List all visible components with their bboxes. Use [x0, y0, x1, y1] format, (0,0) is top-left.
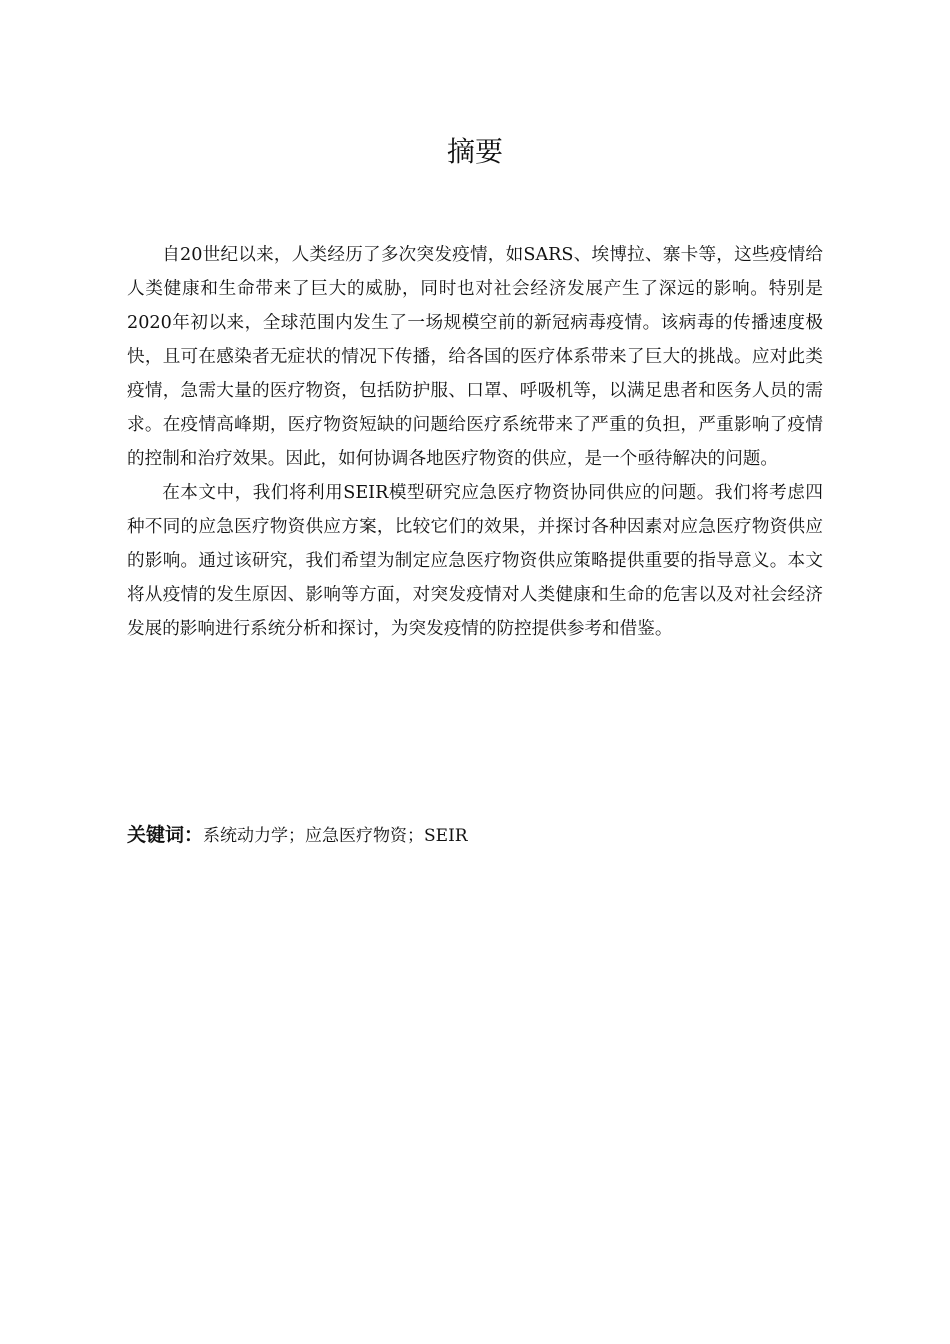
abstract-paragraph-1: 自20世纪以来，人类经历了多次突发疫情，如SARS、埃博拉、寨卡等，这些疫情给人类健康和生命带来了巨大的威胁，同时也对社会经济发展产生了深远的影响。特别是2020年初以来，全球范围内发生了一场规模空前的新冠病毒疫情。该病毒的传播速度极快，且可在感染者无症状的情况下传播，给各国的医疗体系带来了巨大的挑战。应对此类疫情，急需大量的医疗物资，包括防护服、口罩、呼吸机等，以满足患者和医务人员的需求。在疫情高峰期，医疗物资短缺的问题给医疗系统带来了严重的负担，严重影响了疫情的控制和治疗效果。因此，如何协调各地医疗物资的供应，是一个亟待解决的问题。 — [127, 245, 823, 469]
keywords-text: 系统动力学；应急医疗物资；SEIR — [203, 826, 468, 846]
abstract-paragraph-2: 在本文中，我们将利用SEIR模型研究应急医疗物资协同供应的问题。我们将考虑四种不同的应急医疗物资供应方案，比较它们的效果，并探讨各种因素对应急医疗物资供应的影响。通过该研究，我们希望为制定应急医疗物资供应策略提供重要的指导意义。本文将从疫情的发生原因、影响等方面，对突发疫情对人类健康和生命的危害以及对社会经济发展的影响进行系统分析和探讨，为突发疫情的防控提供参考和借鉴。 — [127, 483, 823, 639]
abstract-body — [127, 238, 823, 646]
abstract-title: 摘要 — [446, 135, 503, 168]
keywords-label: 关键词： — [127, 824, 204, 846]
keywords-line — [127, 818, 823, 853]
